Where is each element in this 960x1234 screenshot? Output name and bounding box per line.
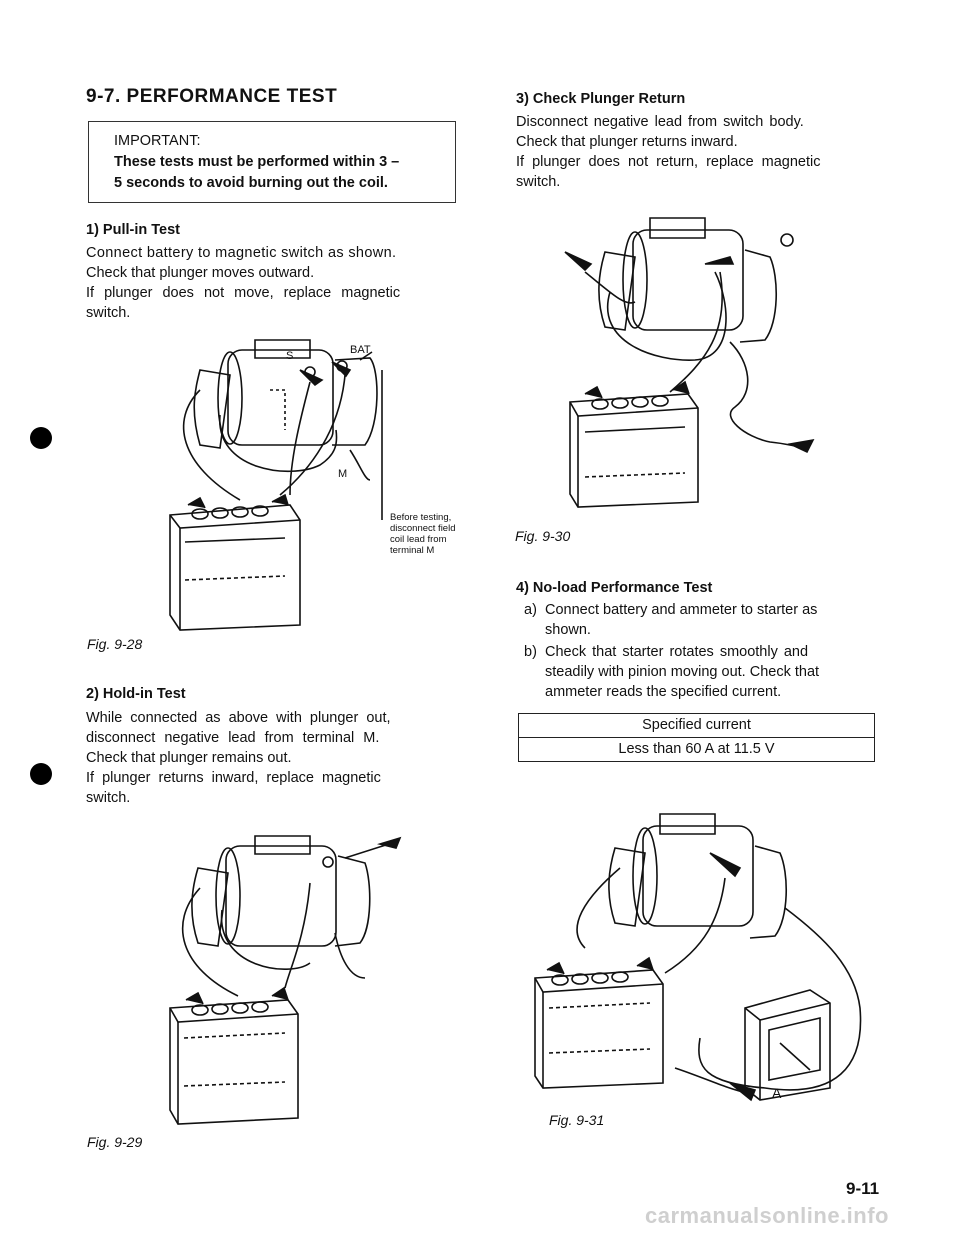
hold-in-line: switch. (86, 790, 131, 806)
fig-9-31-illustration (525, 808, 865, 1118)
binding-hole-lower (30, 763, 52, 785)
plunger-return-text (516, 112, 888, 192)
important-box (88, 121, 456, 203)
plunger-return-line: switch. (516, 174, 561, 190)
plunger-return-line: If plunger does not return, replace magnetic (516, 154, 821, 170)
pull-in-line: Connect battery to magnetic switch as shown. (86, 245, 397, 261)
step-marker: b) (524, 644, 537, 660)
important-line-2: 5 seconds to avoid burning out the coil. (114, 175, 388, 191)
fig-9-28-note-line: coil lead from (390, 534, 447, 545)
plunger-return-heading: 3) Check Plunger Return (516, 91, 686, 107)
step-line: shown. (545, 622, 591, 638)
pull-in-text (86, 243, 458, 323)
step-line: ammeter reads the specified current. (545, 684, 782, 700)
section-title: 9-7. PERFORMANCE TEST (86, 86, 338, 107)
specified-current-table (518, 713, 875, 762)
hold-in-line: If plunger returns inward, replace magnetic (86, 770, 381, 786)
fig-9-28-label-bat: BAT (350, 344, 371, 356)
ammeter-label: A (772, 1085, 782, 1101)
fig-9-28-label-s: S (286, 350, 294, 362)
pull-in-line: switch. (86, 305, 131, 321)
fig-9-28-note-line: disconnect field (390, 523, 456, 534)
hold-in-text (86, 708, 458, 808)
no-load-steps (524, 600, 884, 702)
pull-in-line: Check that plunger moves outward. (86, 265, 315, 281)
hold-in-line: Check that plunger remains out. (86, 750, 292, 766)
page-number: 9-11 (846, 1179, 880, 1198)
fig-9-28-illustration (160, 330, 460, 635)
plunger-return-line: Check that plunger returns inward. (516, 134, 738, 150)
plunger-return-line: Disconnect negative lead from switch body. (516, 114, 804, 130)
fig-9-28-caption: Fig. 9-28 (87, 636, 143, 652)
fig-9-28-note-line: terminal M (390, 545, 435, 556)
fig-9-28-label-m: M (338, 468, 348, 480)
hold-in-heading: 2) Hold-in Test (86, 686, 186, 702)
fig-9-28-note (390, 512, 455, 556)
hold-in-line: While connected as above with plunger out, (86, 710, 391, 726)
watermark: carmanualsonline.info (645, 1203, 889, 1228)
no-load-heading: 4) No-load Performance Test (516, 580, 713, 596)
important-line-1: These tests must be performed within 3 – (114, 154, 400, 170)
fig-9-29-caption: Fig. 9-29 (87, 1134, 143, 1150)
pull-in-line: If plunger does not move, replace magnetic (86, 285, 401, 301)
step-line: steadily with pinion moving out. Check that (545, 664, 820, 680)
binding-hole-upper (30, 427, 52, 449)
fig-9-29-illustration (160, 828, 425, 1128)
spec-table-header: Specified current (642, 717, 751, 733)
spec-table-value: Less than 60 A at 11.5 V (519, 737, 874, 761)
step-line: Connect battery and ammeter to starter as (545, 602, 818, 618)
pull-in-heading: 1) Pull-in Test (86, 222, 180, 238)
no-load-step-a (524, 600, 884, 640)
step-line: Check that starter rotates smoothly and (545, 644, 809, 660)
fig-9-31-caption: Fig. 9-31 (549, 1112, 605, 1128)
fig-9-28-note-line: Before testing, (390, 512, 452, 523)
fig-9-30-caption: Fig. 9-30 (515, 528, 571, 544)
important-label: IMPORTANT: (114, 133, 201, 149)
fig-9-30-illustration (555, 212, 825, 512)
step-marker: a) (524, 602, 537, 618)
hold-in-line: disconnect negative lead from terminal M. (86, 730, 380, 746)
no-load-step-b (524, 642, 884, 702)
